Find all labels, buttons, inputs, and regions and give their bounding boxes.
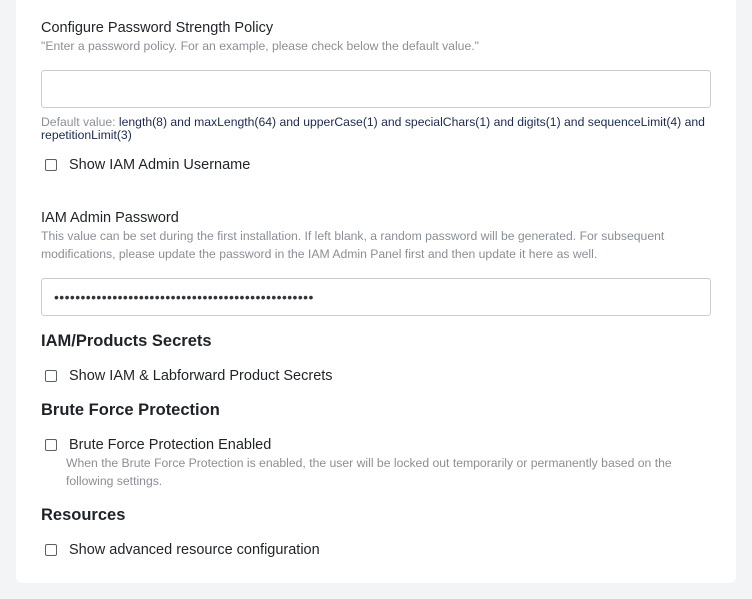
iam-admin-password-input[interactable] [41, 278, 711, 316]
resources-title: Resources [41, 506, 126, 524]
show-advanced-resources-checkbox[interactable] [45, 544, 57, 556]
default-value-prefix: Default value: [41, 115, 119, 129]
iam-admin-password-hint: This value can be set during the first installation. If left blank, a random password will be generated. For subsequent modifications, please update the password in the IAM Admin Panel first and then update it here as well. [41, 229, 665, 261]
show-iam-admin-username-row[interactable] [45, 157, 250, 173]
brute-force-enabled-label: Brute Force Protection Enabled [69, 437, 272, 453]
password-policy-label: Configure Password Strength Policy [41, 20, 274, 36]
show-advanced-resources-row[interactable] [45, 542, 320, 558]
password-policy-hint: "Enter a password policy. For an example, please check below the default value." [41, 39, 479, 53]
show-product-secrets-label: Show IAM & Labforward Product Secrets [69, 368, 333, 384]
show-advanced-resources-label: Show advanced resource configuration [69, 542, 320, 558]
iam-admin-password-value: ••••••••••••••••••••••••••••••••••••••••••••••••• [54, 290, 314, 304]
iam-products-secrets-title: IAM/Products Secrets [41, 332, 212, 350]
default-value-text: length(8) and maxLength(64) and upperCase(1) and specialChars(1) and digits(1) and sequenceLimit(4) and repetitionLimit(3) [41, 115, 705, 142]
brute-force-title: Brute Force Protection [41, 401, 220, 419]
iam-admin-password-label: IAM Admin Password [41, 210, 179, 226]
show-product-secrets-row[interactable] [45, 368, 333, 384]
show-product-secrets-checkbox[interactable] [45, 370, 57, 382]
settings-card [16, 0, 736, 583]
brute-force-enabled-hint: When the Brute Force Protection is enabled, the user will be locked out temporarily or permanently based on the following settings. [66, 456, 672, 488]
password-policy-default [41, 116, 713, 141]
show-iam-admin-username-label: Show IAM Admin Username [69, 157, 251, 173]
password-policy-input[interactable] [41, 70, 711, 108]
brute-force-enabled-checkbox[interactable] [45, 439, 57, 451]
brute-force-enabled-row[interactable] [45, 437, 271, 453]
show-iam-admin-username-checkbox[interactable] [45, 159, 57, 171]
